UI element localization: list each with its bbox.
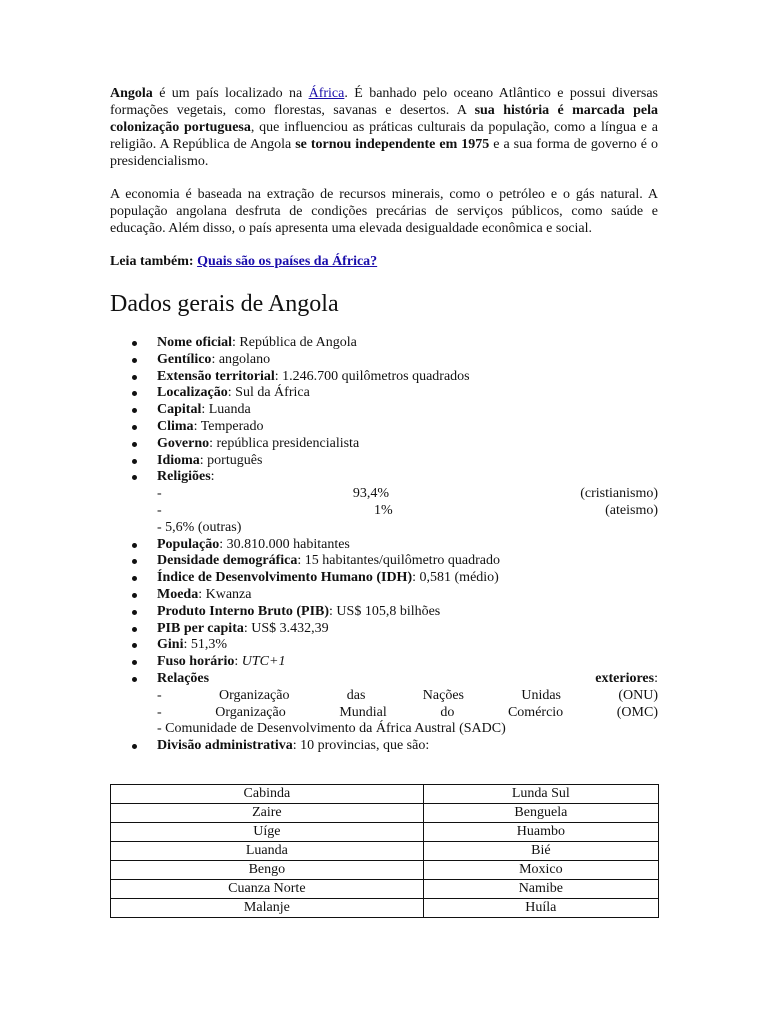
fact-item: Extensão territorial: 1.246.700 quilômetros quadrados <box>110 369 658 386</box>
facts-list <box>110 335 658 755</box>
religion-line: - 93,4% (cristianismo) <box>157 486 658 502</box>
fact-item: Moeda: Kwanza <box>110 587 658 604</box>
fact-item: Divisão administrativa: 10 provincias, que são: <box>110 738 658 755</box>
table-row <box>111 804 659 823</box>
table-cell: Zaire <box>111 804 424 823</box>
religion-line: - 5,6% (outras) <box>157 519 242 535</box>
africa-link[interactable]: África <box>308 86 345 101</box>
fact-item-religions: Religiões: - 93,4% (cristianismo) - 1% (ateismo) - 5,6% (outras) <box>110 469 658 536</box>
fact-item-relations <box>110 671 658 738</box>
table-cell: Huíla <box>423 899 658 918</box>
countries-africa-link[interactable]: Quais são os países da África? <box>197 254 378 269</box>
article-content <box>110 85 658 755</box>
bullet-icon <box>132 610 137 615</box>
intro-paragraph: Angola é um país localizado na África. É banhado pelo oceano Atlântico e possui diversas formações vegetais, como florestas, savanas e desertos. A sua história é marcada pela colonização portuguesa, que influenciou as práticas culturais da população, como a língua e a religião. A República de Angola se tornou independente em 1975 e a sua forma de governo é o presidencialismo. <box>110 86 659 169</box>
relations-heading: Relações exteriores: <box>157 670 658 686</box>
relation-line: - Comunidade de Desenvolvimento da África Austral (SADC) <box>157 721 506 737</box>
bullet-icon <box>132 358 137 363</box>
table-cell: Bengo <box>111 861 424 880</box>
table-row <box>111 823 659 842</box>
economy-paragraph: A economia é baseada na extração de recursos minerais, como o petróleo e o gás natural. A população angolana desfruta de condições precárias de serviços públicos, como saúde e educação. Além disso, o país apresenta uma elevada desigualdade econômica e social. <box>110 187 658 236</box>
religion-line: - 1% (ateismo) <box>157 502 658 518</box>
independence-bold: se tornou independente em 1975 <box>295 137 490 152</box>
angola-bold: Angola <box>110 86 153 101</box>
fact-item: Localização: Sul da África <box>110 385 658 402</box>
fact-item: Gini: 51,3% <box>110 637 658 654</box>
table-cell: Namibe <box>423 880 658 899</box>
fact-item: Capital: Luanda <box>110 402 658 419</box>
fact-item: Índice de Desenvolvimento Humano (IDH): 0,581 (médio) <box>110 570 658 587</box>
fact-item: População: 30.810.000 habitantes <box>110 537 658 554</box>
table-cell: Uíge <box>111 823 424 842</box>
table-cell: Huambo <box>423 823 658 842</box>
fact-item: Nome oficial: República de Angola <box>110 335 658 352</box>
history-bold: sua história é marcada pela colonização portuguesa <box>110 103 658 135</box>
bullet-icon <box>132 341 137 346</box>
table-row <box>111 842 659 861</box>
table-cell: Lunda Sul <box>423 785 658 804</box>
table-row <box>111 899 659 918</box>
fact-item: Densidade demográfica: 15 habitantes/quilômetro quadrado <box>110 553 658 570</box>
fact-item: Gentílico: angolano <box>110 352 658 369</box>
bullet-icon <box>132 442 137 447</box>
table-row <box>111 785 659 804</box>
bullet-icon <box>132 744 137 749</box>
bullet-icon <box>132 627 137 632</box>
bullet-icon <box>132 576 137 581</box>
relation-line: - Organização das Nações Unidas (ONU) <box>157 687 658 703</box>
leia-label: Leia também: <box>110 254 194 269</box>
bullet-icon <box>132 559 137 564</box>
bullet-icon <box>132 375 137 380</box>
table-row <box>111 880 659 899</box>
bullet-icon <box>132 475 137 480</box>
table-cell: Luanda <box>111 842 424 861</box>
relation-line: - Organização Mundial do Comércio (OMC) <box>157 704 658 720</box>
leia-tambem <box>110 253 658 270</box>
fact-item: Governo: república presidencialista <box>110 436 658 453</box>
table-cell: Benguela <box>423 804 658 823</box>
fact-item: Produto Interno Bruto (PIB): US$ 105,8 bilhões <box>110 604 658 621</box>
table-cell: Cabinda <box>111 785 424 804</box>
timezone-value: UTC+1 <box>241 654 286 670</box>
table-row <box>111 861 659 880</box>
fact-item: Clima: Temperado <box>110 419 658 436</box>
fact-item: PIB per capita: US$ 3.432,39 <box>110 621 658 638</box>
table-cell: Moxico <box>423 861 658 880</box>
fact-item-timezone: Fuso horário: UTC+1 <box>110 654 658 671</box>
bullet-icon <box>132 593 137 598</box>
table-cell: Malanje <box>111 899 424 918</box>
table-cell: Bié <box>423 842 658 861</box>
bullet-icon <box>132 543 137 548</box>
table-cell: Cuanza Norte <box>111 880 424 899</box>
bullet-icon <box>132 660 137 665</box>
bullet-icon <box>132 408 137 413</box>
bullet-icon <box>132 677 137 682</box>
bullet-icon <box>132 459 137 464</box>
bullet-icon <box>132 643 137 648</box>
section-title: Dados gerais de Angola <box>110 291 339 317</box>
provinces-table <box>110 784 659 918</box>
bullet-icon <box>132 391 137 396</box>
bullet-icon <box>132 425 137 430</box>
fact-item: Idioma: português <box>110 453 658 470</box>
